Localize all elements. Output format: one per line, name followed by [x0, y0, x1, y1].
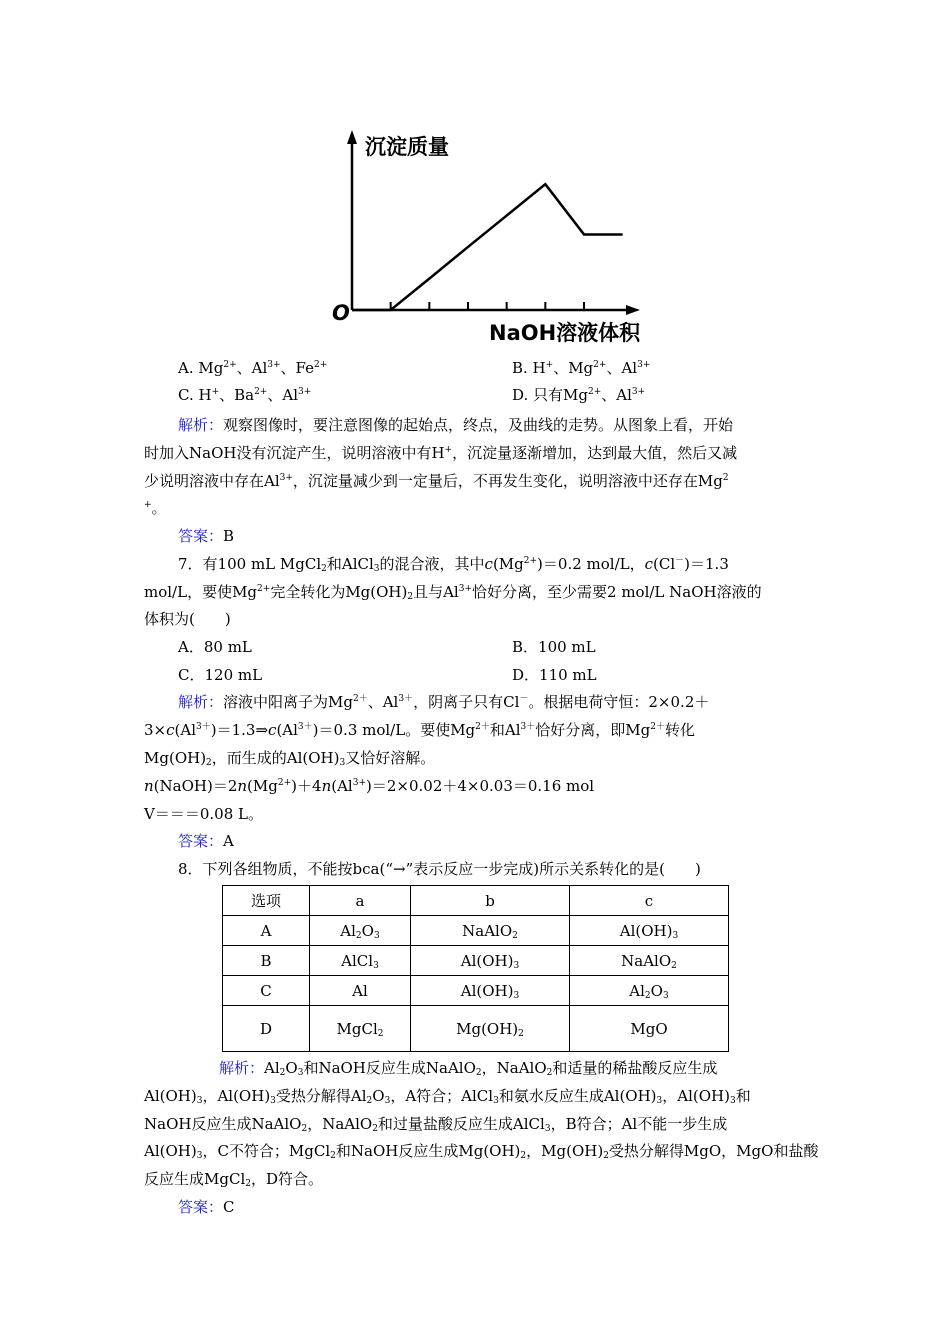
q7-option-c: C．120 mL [178, 666, 263, 684]
table-cell: B [223, 946, 310, 976]
q8-explanation-line-1: 解析：$Al_2O_3$和NaOH反应生成NaAlO$_2$，NaAlO$_2$和适量的稀盐酸反应生成 [219, 1059, 718, 1078]
q6-answer-value: B [223, 527, 235, 545]
q7-option-a: A．80 mL [178, 638, 252, 656]
table-cell: $Al(OH)_3$ [411, 946, 570, 976]
x-axis-arrow [626, 305, 640, 315]
table-cell: A [223, 916, 310, 946]
x-axis-label: NaOH溶液体积 [489, 321, 641, 345]
q6-answer-label: 答案： [178, 527, 224, 545]
table-cell: $Mg(OH)_2$ [411, 1006, 570, 1052]
table-header-cell: b [411, 886, 570, 916]
q6-explanation-line-4: +。 [144, 499, 167, 517]
q8-explanation-label: 解析： [219, 1059, 265, 1077]
q6-explanation-line-1: 解析：观察图像时，要注意图像的起始点，终点，及曲线的走势。从图象上看，开始 [178, 416, 734, 434]
table-cell: MgCl$_2$ [310, 1006, 411, 1052]
q7-answer-label: 答案： [178, 832, 224, 850]
q8-answer [178, 1196, 235, 1217]
table-cell: Al [310, 976, 411, 1006]
q7-explanation-line-2: $3\times c(Al^{3+})=1.3\Rightarrow c(Al^{3+})=0.3$ mol/L。要使$Mg^{2+}$和$Al^{3+}$恰好分离，即$Mg^{2+}$转化 [144, 721, 695, 739]
q6-option-a: A. $Mg^{2+}$、$Al^{3+}$、$Fe^{2+}$ [178, 359, 328, 377]
y-axis-arrow [347, 130, 357, 144]
q7-answer [178, 830, 234, 851]
q7-answer-value: A [223, 832, 234, 850]
origin-label: O [332, 301, 350, 325]
y-axis-label: 沉淀质量 [365, 135, 449, 159]
table-cell: D [223, 1006, 310, 1052]
table-cell: NaAlO$_2$ [570, 946, 729, 976]
table-cell: $Al_2O_3$ [570, 976, 729, 1006]
q7-option-d: D．110 mL [512, 666, 597, 684]
table-cell: $Al_2O_3$ [310, 916, 411, 946]
q7-stem-line-2: mol/L，要使$Mg^{2+}$完全转化为$Mg(OH)_2$且与$Al^{3+}$恰好分离，至少需要2 mol/L NaOH溶液的 [144, 583, 762, 602]
q8-options-table [222, 885, 729, 1052]
q7-stem-line-1: 7．有100 mL MgCl$_2$和AlCl$_3$的混合液，其中$c(Mg^{2+})=0.2$ mol/L，c(Cl－)＝1.3 [178, 555, 729, 574]
table-cell: $Al(OH)_3$ [570, 916, 729, 946]
q8-explanation-line-4: $Al(OH)_3$，C不符合；MgCl$_2$和NaOH反应生成$Mg(OH)_2$，$Mg(OH)_2$受热分解得MgO，MgO和盐酸 [144, 1142, 819, 1161]
q7-explanation-label: 解析： [178, 693, 224, 711]
q7-formula-2: V＝＝＝0.08 L。 [144, 805, 263, 823]
q6-answer [178, 525, 234, 546]
table-header-cell: c [570, 886, 729, 916]
q8-explanation-line-5: 反应生成MgCl$_2$，D符合。 [144, 1170, 324, 1189]
precipitate-curve [352, 184, 623, 310]
q6-option-d: D. 只有$Mg^{2+}$、$Al^{3+}$ [512, 386, 646, 404]
table-row [223, 1006, 729, 1052]
table-row [223, 946, 729, 976]
table-cell: MgO [570, 1006, 729, 1052]
q8-stem: 8．下列各组物质，不能按bca(“→”表示反应一步完成)所示关系转化的是( ) [178, 860, 701, 878]
table-cell: C [223, 976, 310, 1006]
table-header-cell: a [310, 886, 411, 916]
q6-explanation-label: 解析： [178, 416, 224, 434]
table-cell: AlCl$_3$ [310, 946, 411, 976]
q7-explanation-line-1: 解析：溶液中阳离子为$Mg^{2+}$、$Al^{3+}$，阴离子只有Cl－。根据电荷守恒：2×0.2＋ [178, 693, 710, 711]
q6-explanation-line-3: 少说明溶液中存在$Al^{3+}$，沉淀量减少到一定量后，不再发生变化，说明溶液中还存在Mg$^2$ [144, 472, 729, 490]
q7-stem-line-3: 体积为( ) [144, 610, 231, 628]
q8-explanation-line-3: NaOH反应生成NaAlO$_2$，NaAlO$_2$和过量盐酸反应生成AlCl$_3$，B符合；Al不能一步生成 [144, 1115, 728, 1134]
table-header-row [223, 886, 729, 916]
table-cell: NaAlO$_2$ [411, 916, 570, 946]
q6-option-b: B. H+、$Mg^{2+}$、$Al^{3+}$ [512, 359, 651, 377]
q8-explanation-line-2: $Al(OH)_3$，$Al(OH)_3$受热分解得$Al_2O_3$，A符合；AlCl$_3$和氨水反应生成$Al(OH)_3$，$Al(OH)_3$和 [144, 1087, 751, 1106]
q8-answer-value: C [223, 1198, 235, 1216]
table-row [223, 976, 729, 1006]
table-row [223, 916, 729, 946]
q8-answer-label: 答案： [178, 1198, 224, 1216]
q7-formula-1: $n(NaOH)=2n(Mg^{2+})+4n(Al^{3+})=2\times 0.02+4\times 0.03=0.16$ mol [144, 777, 595, 795]
q6-option-c: C. H+、$Ba^{2+}$、$Al^{3+}$ [178, 386, 312, 404]
table-header-cell: 选项 [223, 886, 310, 916]
q7-option-b: B．100 mL [512, 638, 596, 656]
table-cell: $Al(OH)_3$ [411, 976, 570, 1006]
q6-explanation-line-2: 时加入NaOH没有沉淀产生，说明溶液中有H+，沉淀量逐渐增加，达到最大值，然后又减 [144, 444, 738, 462]
q7-explanation-line-3: $Mg(OH)_2$，而生成的$Al(OH)_3$又恰好溶解。 [144, 749, 436, 768]
